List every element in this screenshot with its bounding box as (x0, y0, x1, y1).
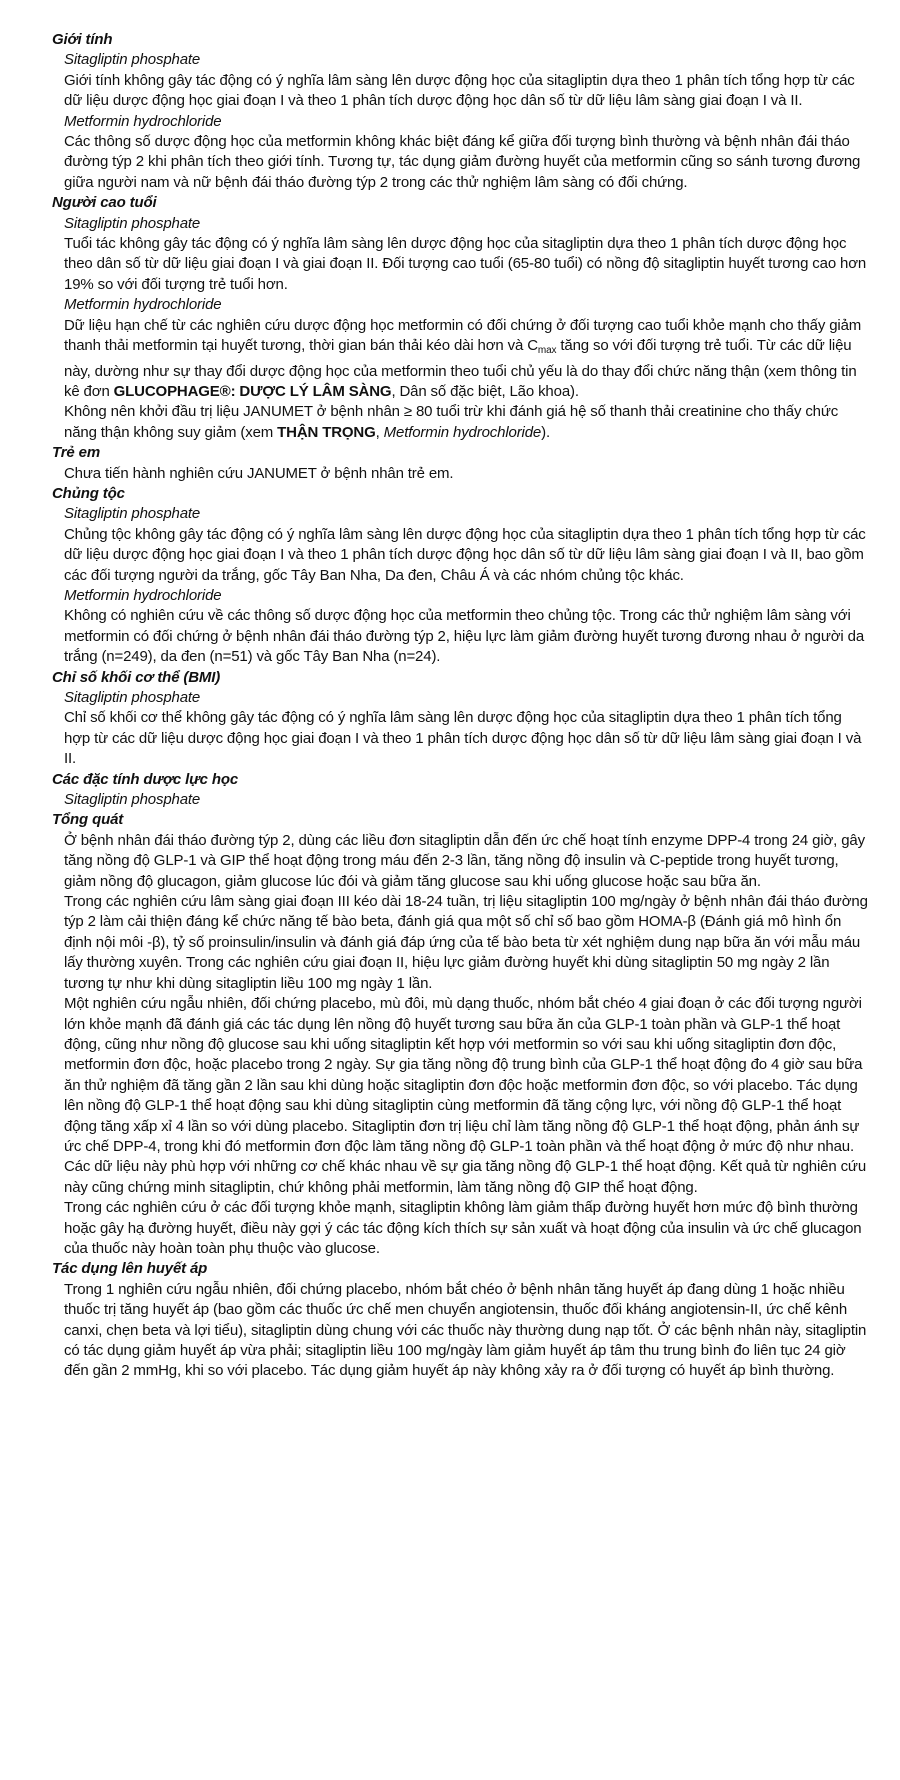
text: ). (541, 423, 550, 441)
paragraph: Chủng tộc không gây tác động có ý nghĩa lâm sàng lên dược động học của sitagliptin dựa theo 1 phân tích tổng hợp từ các dữ liệu dược động học giai đoạn I và theo 1 phân tích dược động học dân số từ dữ liệu lâm sàng giai đoạn I và II, bao gồm các đối tượng người da trắng, gốc Tây Ban Nha, Da đen, Châu Á và các nhóm chủng tộc khác. (64, 525, 866, 584)
paragraph: Giới tính không gây tác động có ý nghĩa lâm sàng lên dược động học của sitagliptin dựa theo 1 phân tích tổng hợp từ các dữ liệu dược động học giai đoạn I và theo 1 phân tích dược động học dân số từ dữ liệu lâm sàng giai đoạn I và II. (64, 71, 855, 110)
section-bmi (52, 688, 870, 770)
paragraph: Trong các nghiên cứu ở các đối tượng khỏe mạnh, sitagliptin không làm giảm thấp đường huyết hơn mức độ bình thường hoặc gây hạ đường huyết, điều này gợi ý các tác động kích thích sự sản xuất và hoạt động của insulin và ức chế glucagon của thuốc này hoàn toàn phụ thuộc vào glucose. (64, 1199, 862, 1257)
heading-elderly: Người cao tuổi (52, 194, 157, 212)
subheading-sitagliptin: Sitagliptin phosphate (64, 214, 201, 232)
heading-blood-pressure: Tác dụng lên huyết áp (52, 1260, 208, 1278)
text: , Dân số đặc biệt, Lão khoa). (391, 382, 579, 400)
heading-pharmacodynamics: Các đặc tính dược lực học (52, 770, 239, 788)
text: tăng so với đối tượng trẻ tuổi. Từ các dữ liệu này, dường như sự thay đổi dược động học của metformin theo tuổi chủ yếu là do thay đổi chức năng thận (xem thông tin kê đơn (64, 337, 857, 400)
paragraph: Trong 1 nghiên cứu ngẫu nhiên, đối chứng placebo, nhóm bắt chéo ở bệnh nhân tăng huyết áp đang dùng 1 hoặc nhiều thuốc trị tăng huyết áp (bao gồm các thuốc ức chế men chuyển angiotensin, thuốc đối kháng angiotensin-II, ức chế kênh canxi, chẹn beta và lợi tiểu), sitagliptin dùng chung với các thuốc này thường dung nạp tốt. Ở các bệnh nhân này, sitagliptin có tác dụng giảm huyết áp vừa phải; sitagliptin liều 100 mg/ngày làm giảm huyết áp tâm thu trung bình đo liên tục 24 giờ đến gần 2 mmHg, khi so với placebo. Tác dụng giảm huyết áp này không xảy ra ở đối tượng có huyết áp bình thường. (64, 1280, 867, 1380)
reference-italic: Metformin hydrochloride (383, 423, 542, 441)
text: Dữ liệu hạn chế từ các nghiên cứu dược động học metformin có đối chứng ở đối tượng cao tuổi khỏe mạnh cho thấy giảm thanh thải metformin tại huyết tương, thời gian bán thải kéo dài hơn và C (64, 316, 862, 355)
paragraph: Tuổi tác không gây tác động có ý nghĩa lâm sàng lên dược động học của sitagliptin dựa theo 1 phân tích dược động học theo dân số từ dữ liệu giai đoạn I và giai đoạn II. Đối tượng cao tuổi (65-80 tuổi) có nồng độ sitagliptin huyết tương cao hơn 19% so với đối tượng trẻ tuổi hơn. (64, 235, 867, 293)
paragraph: Không có nghiên cứu về các thông số dược động học của metformin theo chủng tộc. Trong các thử nghiệm lâm sàng với metformin có đối chứng ở bệnh nhân đái tháo đường týp 2, hiệu lực làm giảm đường huyết tương đương nhau ở người da trắng (n=249), da đen (n=51) và gốc Tây Ban Nha (n=24). (64, 607, 865, 666)
heading-gender: Giới tính (52, 31, 113, 48)
text: Không nên khởi đầu trị liệu JANUMET ở bệnh nhân ≥ 80 tuổi trừ khi đánh giá hệ số thanh thải creatinine cho thấy chức năng thận không suy giảm (xem (64, 403, 839, 441)
paragraph (64, 316, 870, 403)
subheading-metformin: Metformin hydrochloride (64, 296, 222, 314)
subheading-sitagliptin: Sitagliptin phosphate (64, 51, 201, 69)
paragraph (64, 402, 870, 443)
paragraph: Trong các nghiên cứu lâm sàng giai đoạn III kéo dài 18-24 tuần, trị liệu sitagliptin 100 mg/ngày ở bệnh nhân đái tháo đường týp 2 làm cải thiện đáng kể chức năng tế bào beta, đánh giá qua một số chỉ số bao gồm HOMA-β (Đánh giá mô hình ổn định nội môi -β), tỷ số proinsulin/insulin và đánh giá đáp ứng của tế bào beta từ xét nghiệm dung nạp bữa ăn với mẫu máu lấy thường xuyên. Trong các nghiên cứu giai đoạn II, hiệu lực giảm đường huyết khi dùng sitagliptin 50 mg ngày 2 lần tương tự như khi dùng sitagliptin liều 100 mg ngày 1 lần. (64, 893, 868, 992)
heading-bmi: Chỉ số khối cơ thể (BMI) (52, 668, 221, 686)
section-general (52, 831, 870, 1260)
reference-bold: THẬN TRỌNG (277, 423, 376, 441)
section-children (52, 464, 870, 484)
section-gender (52, 50, 870, 193)
section-pharmacodynamics (52, 790, 870, 810)
heading-general: Tổng quát (52, 811, 124, 829)
heading-children: Trẻ em (52, 444, 101, 462)
section-race (52, 504, 870, 667)
paragraph: Chỉ số khối cơ thể không gây tác động có ý nghĩa lâm sàng lên dược động học của sitagliptin dựa theo 1 phân tích tổng hợp từ các dữ liệu dược động học giai đoạn I và theo 1 phân tích dược động học dân số từ dữ liệu lâm sàng giai đoạn I và II. (64, 709, 862, 768)
section-blood-pressure (52, 1280, 870, 1382)
subheading-sitagliptin: Sitagliptin phosphate (64, 791, 201, 809)
subheading-sitagliptin: Sitagliptin phosphate (64, 505, 201, 523)
subheading-metformin: Metformin hydrochloride (64, 112, 222, 130)
reference-bold: GLUCOPHAGE®: DƯỢC LÝ LÂM SÀNG (113, 382, 392, 400)
paragraph: Các thông số dược động học của metformin không khác biệt đáng kể giữa đối tượng bình thường và bệnh nhân đái tháo đường týp 2 khi phân tích theo giới tính. Tương tự, tác dụng giảm đường huyết của metformin cũng so sánh tương đương giữa người nam và nữ bệnh đái tháo đường týp 2 trong các thử nghiệm lâm sàng có đối chứng. (64, 133, 861, 191)
subheading-metformin: Metformin hydrochloride (64, 586, 222, 604)
text: , (375, 423, 384, 441)
paragraph: Chưa tiến hành nghiên cứu JANUMET ở bệnh nhân trẻ em. (64, 464, 454, 482)
paragraph: Ở bệnh nhân đái tháo đường týp 2, dùng các liều đơn sitagliptin dẫn đến ức chế hoạt tính enzyme DPP-4 trong 24 giờ, gây tăng nồng độ GLP-1 và GIP thể hoạt động trong máu đến 2-3 lần, tăng nồng độ insulin và C-peptide trong huyết tương, giảm nồng độ glucagon, giảm glucose lúc đói và giảm tăng glucose sau khi uống glucose hoặc sau bữa ăn. (64, 831, 865, 890)
paragraph: Một nghiên cứu ngẫu nhiên, đối chứng placebo, mù đôi, mù dạng thuốc, nhóm bắt chéo 4 giai đoạn ở các đối tượng người lớn khỏe mạnh đã đánh giá các tác dụng lên nồng độ huyết tương sau bữa ăn của GLP-1 toàn phần và GLP-1 thể hoạt động, cũng như nồng độ glucose sau khi uống sitagliptin kết hợp với metformin so với sau khi uống sitagliptin đơn độc, metformin đơn độc, hoặc placebo trong 2 ngày. Sự gia tăng nồng độ trung bình của GLP-1 thể hoạt động đo 4 giờ sau bữa ăn thử nghiệm đã tăng gần 2 lần sau khi dùng hoặc sitagliptin đơn độc hoặc metformin đơn độc, so với placebo. Tác dụng lên nồng độ GLP-1 thể hoạt động sau khi dùng sitagliptin cùng metformin đã tăng cộng lực, với nồng độ GLP-1 thể hoạt động tăng xấp xỉ 4 lần so với dùng placebo. Sitagliptin đơn trị liệu chỉ làm tăng nồng độ GLP-1 thể hoạt động, phản ánh sự ức chế DPP-4, trong khi đó metformin đơn độc làm tăng nồng độ GLP-1 toàn phần và thể hoạt động ở mức độ như nhau. Các dữ liệu này phù hợp với những cơ chế khác nhau về sự gia tăng nồng độ GLP-1 thể hoạt động. Kết quả từ nghiên cứu này cũng chứng minh sitagliptin, chứ không phải metformin, làm tăng nồng độ GIP thể hoạt động. (64, 995, 867, 1196)
section-elderly (52, 214, 870, 443)
heading-race: Chủng tộc (52, 484, 125, 502)
cmax-subscript: max (537, 345, 557, 357)
subheading-sitagliptin: Sitagliptin phosphate (64, 689, 201, 706)
